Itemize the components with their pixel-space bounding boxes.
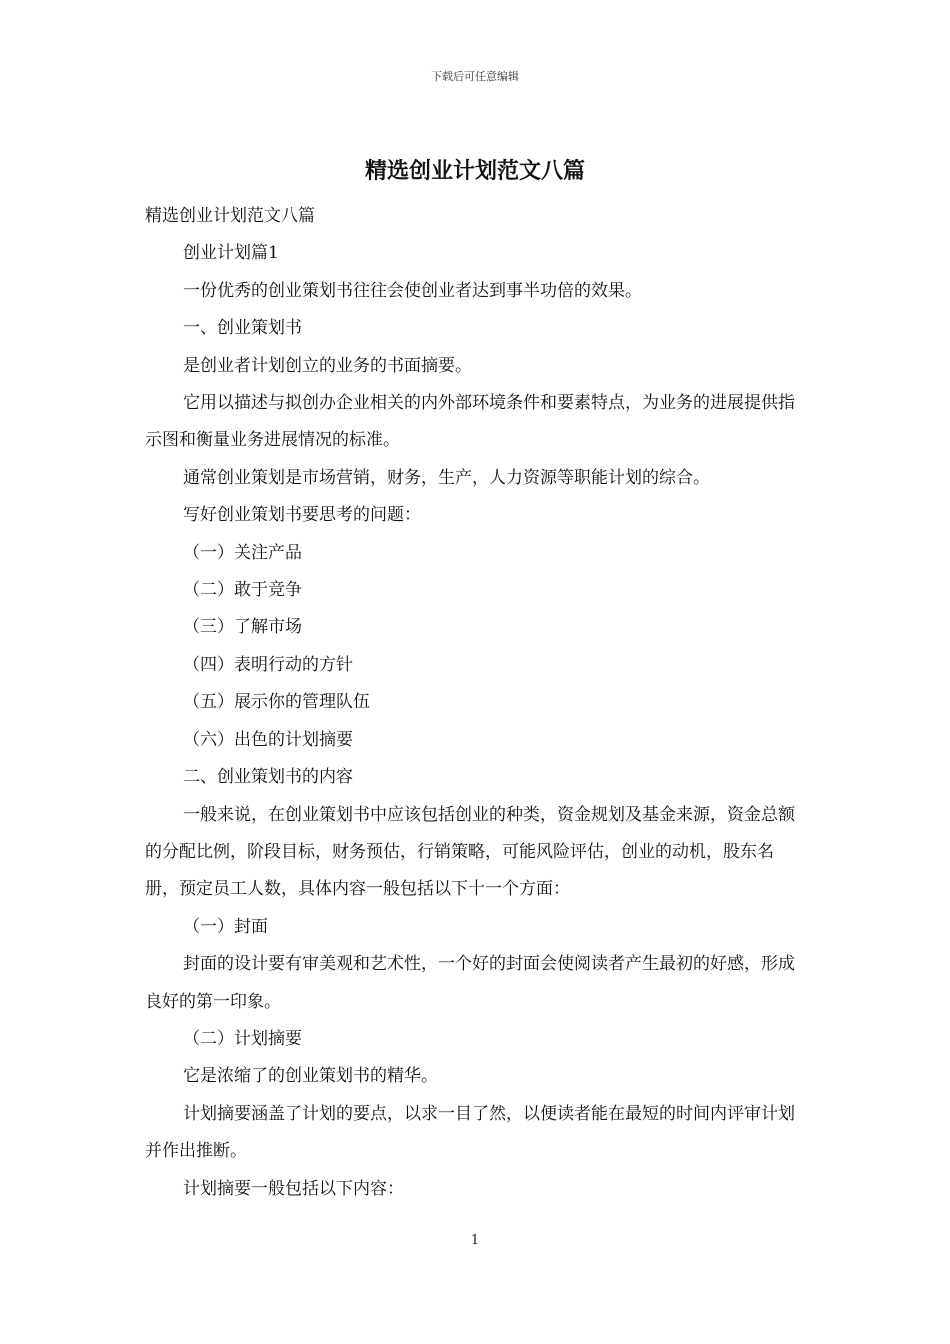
paragraph: 是创业者计划创立的业务的书面摘要。 — [183, 355, 472, 376]
list-item: （五）展示你的管理队伍 — [183, 692, 370, 713]
paragraph: 通常创业策划是市场营销，财务，生产，人力资源等职能计划的综合。 — [183, 467, 710, 488]
page-number: 1 — [470, 1233, 480, 1248]
paragraph-heading: 一、创业策划书 — [183, 318, 302, 339]
paragraph: 一般来说，在创业策划书中应该包括创业的种类，资金规划及基金来源，资金总额的分配比例，阶段目标，财务预估，行销策略，可能风险评估，创业的动机，股东名册，预定员工人数，具体内容一般包括以下十一个方面： — [145, 804, 795, 900]
paragraph: 写好创业策划书要思考的问题： — [183, 505, 421, 526]
paragraph-heading: 二、创业策划书的内容 — [183, 767, 353, 788]
list-item: （二）敢于竞争 — [183, 580, 302, 601]
paragraph: 封面的设计要有审美观和艺术性，一个好的封面会使阅读者产生最初的好感，形成良好的第一印象。 — [145, 954, 795, 1012]
list-item: （一）关注产品 — [183, 542, 302, 563]
list-item: （一）封面 — [183, 916, 268, 937]
document-body — [145, 198, 807, 1208]
paragraph-section-heading: 创业计划篇1 — [183, 243, 279, 264]
list-item: （六）出色的计划摘要 — [183, 729, 353, 750]
paragraph: 计划摘要涵盖了计划的要点，以求一目了然，以便读者能在最短的时间内评审计划并作出推断。 — [145, 1103, 795, 1162]
page-header-note: 下载后可任意编辑 — [431, 70, 519, 83]
paragraph-subtitle: 精选创业计划范文八篇 — [145, 206, 315, 226]
list-item: （四）表明行动的方针 — [183, 654, 353, 675]
list-item: （二）计划摘要 — [183, 1028, 302, 1049]
document-title: 精选创业计划范文八篇 — [364, 159, 585, 184]
paragraph: 计划摘要一般包括以下内容： — [183, 1178, 404, 1199]
paragraph: 它用以描述与拟创办企业相关的内外部环境条件和要素特点，为业务的进展提供指示图和衡量业务进展情况的标准。 — [145, 393, 795, 451]
list-item: （三）了解市场 — [183, 617, 302, 638]
paragraph: 它是浓缩了的创业策划书的精华。 — [183, 1066, 438, 1087]
paragraph: 一份优秀的创业策划书往往会使创业者达到事半功倍的效果。 — [183, 280, 642, 301]
